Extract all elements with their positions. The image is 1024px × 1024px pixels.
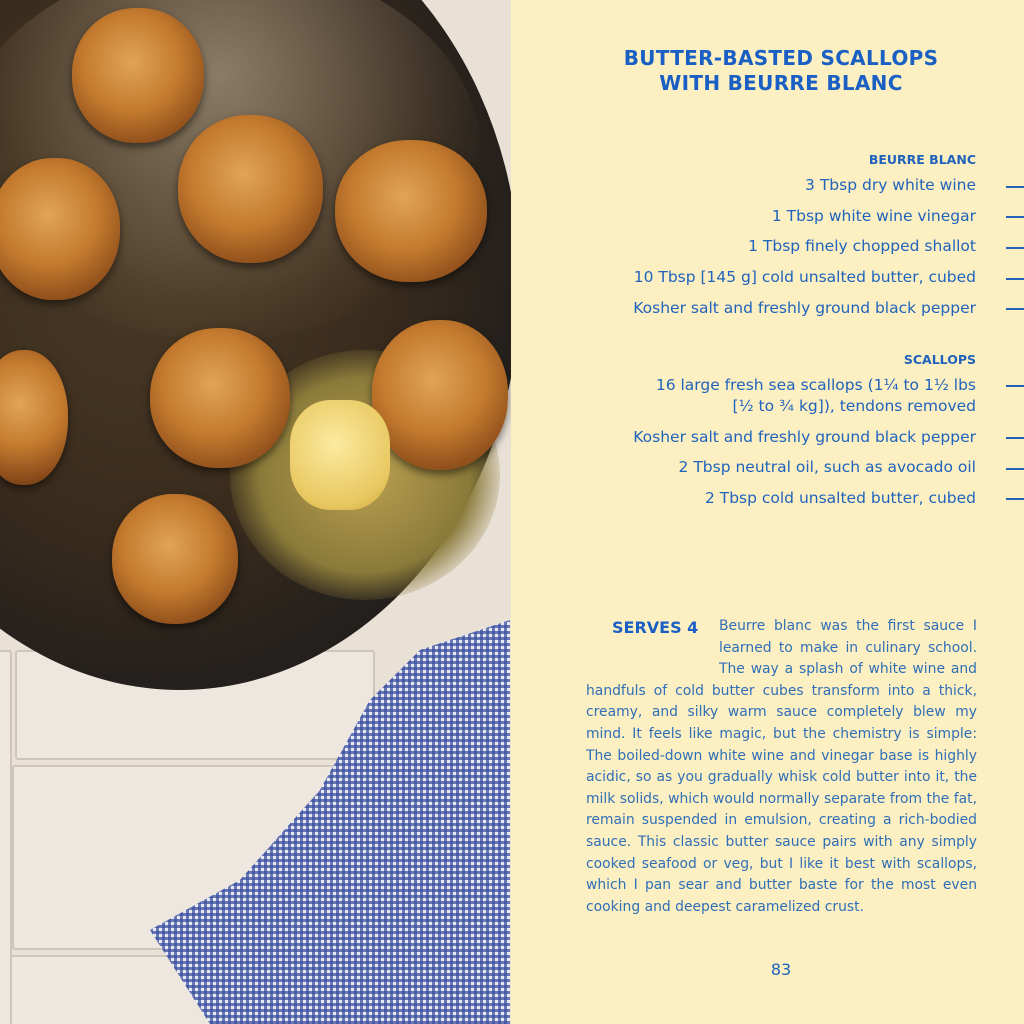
- scallop: [112, 494, 238, 624]
- ingredient: 2 Tbsp cold unsalted butter, cubed: [704, 489, 976, 507]
- tile: [0, 650, 12, 1024]
- scallop: [372, 320, 508, 470]
- ingredient-rule: [1006, 308, 1024, 310]
- title-line-1: BUTTER-BASTED SCALLOPS: [623, 46, 939, 70]
- ingredient-rule: [1006, 247, 1024, 249]
- scallop: [0, 158, 120, 300]
- title-line-2: WITH BEURRE BLANC: [659, 71, 903, 95]
- ingredient: 1 Tbsp white wine vinegar: [771, 207, 976, 225]
- ingredient-rule: [1006, 216, 1024, 218]
- butter-pat: [290, 400, 390, 510]
- ingredient: 10 Tbsp [145 g] cold unsalted butter, cubed: [633, 268, 976, 286]
- ingredient: 16 large fresh sea scallops (1¼ to 1½ lbs: [655, 376, 976, 394]
- ingredient-rule: [1006, 385, 1024, 387]
- ingredient-rule: [1006, 278, 1024, 280]
- serves-label: SERVES 4: [612, 618, 699, 637]
- recipe-title: [600, 46, 962, 96]
- scallop: [335, 140, 487, 282]
- section-heading-beurre-blanc: BEURRE BLANC: [868, 152, 976, 167]
- page-number: 83: [770, 960, 792, 979]
- headnote: [586, 616, 977, 918]
- ingredient: 3 Tbsp dry white wine: [805, 176, 976, 194]
- scallops-photo: [0, 0, 511, 1024]
- ingredient: [½ to ¾ kg]), tendons removed: [732, 397, 976, 415]
- scallop: [178, 115, 323, 263]
- ingredient-rule: [1006, 186, 1024, 188]
- ingredient-rule: [1006, 498, 1024, 500]
- ingredient: Kosher salt and freshly ground black pepper: [633, 299, 976, 317]
- scallop: [72, 8, 204, 143]
- section-heading-scallops: SCALLOPS: [903, 352, 976, 367]
- ingredient-rule: [1006, 468, 1024, 470]
- ingredient-rule: [1006, 437, 1024, 439]
- scallop: [150, 328, 290, 468]
- ingredient: 2 Tbsp neutral oil, such as avocado oil: [678, 458, 976, 476]
- ingredient: Kosher salt and freshly ground black pepper: [633, 428, 976, 446]
- ingredient: 1 Tbsp finely chopped shallot: [748, 237, 976, 255]
- headnote-text: Beurre blanc was the first sauce I learned to make in culinary school. The way a splash of white wine and handfuls of cold butter cubes transform into a thick, creamy, and silky warm sauce completely blew my mind. It feels like magic, but the chemistry is simple: The boiled-down white wine and vinegar base is highly acidic, so as you gradually whisk cold butter into it, the milk solids, which would normally separate from the fat, remain suspended in emulsion, creating a rich-bodied sauce. This classic butter sauce pairs with any simply cooked seafood or veg, but I like it best with scallops, which I pan sear and butter baste for the most even cooking and deepest caramelized crust.: [586, 618, 977, 915]
